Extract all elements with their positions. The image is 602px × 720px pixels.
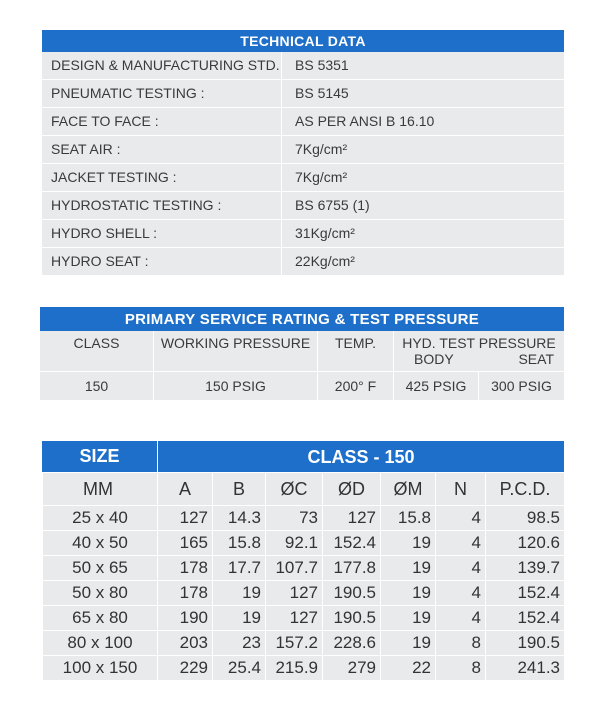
- technical-key: JACKET TESTING :: [42, 164, 282, 191]
- technical-key: HYDRO SEAT :: [42, 248, 282, 275]
- technical-row: [42, 136, 564, 164]
- technical-row: [42, 220, 564, 248]
- table-row: [43, 606, 565, 631]
- column-header-m: ØM: [381, 473, 436, 506]
- working-pressure-value: 150 PSIG: [154, 372, 318, 400]
- seat-value: 300 PSIG: [491, 378, 552, 394]
- dimension-grid: [42, 472, 565, 681]
- service-rating-value-row: [40, 372, 564, 400]
- dimension-cell-c: 127: [266, 606, 323, 631]
- column-header-pcd: P.C.D.: [486, 473, 565, 506]
- dimension-cell-c: 107.7: [266, 556, 323, 581]
- dimension-cell-pcd: 98.5: [486, 506, 565, 531]
- hydro-test-pressure-label: HYD. TEST PRESSURE: [402, 335, 556, 351]
- dimension-cell-n: 4: [436, 556, 486, 581]
- dimension-cell-b: 17.7: [213, 556, 266, 581]
- dimension-cell-m: 19: [381, 556, 436, 581]
- technical-value: 7Kg/cm²: [295, 141, 348, 157]
- dimension-cell-m: 19: [381, 631, 436, 656]
- technical-data-title: TECHNICAL DATA: [42, 30, 564, 52]
- technical-row: [42, 108, 564, 136]
- column-header-b: B: [213, 473, 266, 506]
- dimension-cell-b: 19: [213, 581, 266, 606]
- dimension-cell-b: 14.3: [213, 506, 266, 531]
- technical-value: BS 6755 (1): [295, 197, 370, 213]
- technical-key: PNEUMATIC TESTING :: [42, 80, 282, 107]
- dimension-cell-n: 8: [436, 656, 486, 681]
- dimension-cell-d: 228.6: [323, 631, 381, 656]
- technical-value: 22Kg/cm²: [295, 253, 355, 269]
- technical-key: HYDROSTATIC TESTING :: [42, 192, 282, 219]
- class-header: CLASS: [40, 331, 154, 371]
- technical-value: BS 5145: [295, 85, 349, 101]
- dimension-cell-m: 15.8: [381, 506, 436, 531]
- technical-value: 31Kg/cm²: [295, 225, 355, 241]
- dimension-cell-pcd: 120.6: [486, 531, 565, 556]
- technical-data-table: [42, 30, 564, 276]
- service-rating-title: PRIMARY SERVICE RATING & TEST PRESSURE: [40, 307, 564, 331]
- hydro-test-header: [394, 331, 564, 371]
- dimension-cell-c: 157.2: [266, 631, 323, 656]
- dimension-cell-m: 22: [381, 656, 436, 681]
- body-header: BODY: [414, 351, 454, 367]
- temp-header: TEMP.: [318, 331, 394, 371]
- column-header-d: ØD: [323, 473, 381, 506]
- dimension-cell-a: 178: [158, 556, 213, 581]
- dimension-table-header: [42, 441, 564, 472]
- size-cell: 100 x 150: [43, 656, 158, 681]
- table-row: [43, 506, 565, 531]
- service-rating-header-row: [40, 331, 564, 371]
- dimension-cell-n: 4: [436, 531, 486, 556]
- technical-key: HYDRO SHELL :: [42, 220, 282, 247]
- technical-key: SEAT AIR :: [42, 136, 282, 163]
- table-row: [43, 556, 565, 581]
- dimension-cell-c: 92.1: [266, 531, 323, 556]
- technical-row: [42, 164, 564, 192]
- dimension-cell-n: 8: [436, 631, 486, 656]
- column-header-n: N: [436, 473, 486, 506]
- technical-row: [42, 192, 564, 220]
- technical-value: 7Kg/cm²: [295, 169, 348, 185]
- table-row: [43, 581, 565, 606]
- size-cell: 40 x 50: [43, 531, 158, 556]
- column-header-mm: MM: [43, 473, 158, 506]
- size-cell: 25 x 40: [43, 506, 158, 531]
- dimension-cell-a: 229: [158, 656, 213, 681]
- dimension-cell-d: 190.5: [323, 606, 381, 631]
- service-rating-table: [40, 307, 564, 400]
- technical-row: [42, 52, 564, 80]
- technical-row: [42, 248, 564, 276]
- dimension-cell-pcd: 139.7: [486, 556, 565, 581]
- technical-value: AS PER ANSI B 16.10: [295, 113, 435, 129]
- technical-key: DESIGN & MANUFACTURING STD.: [42, 52, 282, 79]
- dimension-cell-d: 152.4: [323, 531, 381, 556]
- dimension-cell-d: 190.5: [323, 581, 381, 606]
- working-pressure-header: WORKING PRESSURE: [154, 331, 318, 371]
- dimension-cell-n: 4: [436, 581, 486, 606]
- size-cell: 80 x 100: [43, 631, 158, 656]
- size-cell: 65 x 80: [43, 606, 158, 631]
- body-value: 425 PSIG: [394, 372, 479, 400]
- dimension-cell-pcd: 241.3: [486, 656, 565, 681]
- dimension-cell-m: 19: [381, 531, 436, 556]
- dimension-grid-body: [43, 473, 565, 681]
- dimension-cell-c: 127: [266, 581, 323, 606]
- dimension-cell-pcd: 152.4: [486, 581, 565, 606]
- dimension-cell-b: 15.8: [213, 531, 266, 556]
- size-label: SIZE: [42, 441, 158, 472]
- dimension-cell-m: 19: [381, 581, 436, 606]
- dimension-cell-a: 203: [158, 631, 213, 656]
- dimension-cell-d: 127: [323, 506, 381, 531]
- table-row: [43, 531, 565, 556]
- dimension-cell-a: 190: [158, 606, 213, 631]
- dimension-cell-c: 215.9: [266, 656, 323, 681]
- technical-row: [42, 80, 564, 108]
- dimension-cell-pcd: 152.4: [486, 606, 565, 631]
- dimension-cell-pcd: 190.5: [486, 631, 565, 656]
- dimension-cell-c: 73: [266, 506, 323, 531]
- table-row: [43, 631, 565, 656]
- class-value: 150: [40, 372, 154, 400]
- dimension-cell-n: 4: [436, 606, 486, 631]
- dimension-cell-b: 25.4: [213, 656, 266, 681]
- seat-header: SEAT: [518, 351, 554, 367]
- column-header-a: A: [158, 473, 213, 506]
- dimension-cell-b: 19: [213, 606, 266, 631]
- class-label: CLASS - 150: [307, 447, 415, 467]
- dimension-cell-n: 4: [436, 506, 486, 531]
- technical-value: BS 5351: [295, 57, 349, 73]
- dimension-cell-d: 279: [323, 656, 381, 681]
- column-header-c: ØC: [266, 473, 323, 506]
- dimension-cell-b: 23: [213, 631, 266, 656]
- table-row: [43, 656, 565, 681]
- dimension-cell-a: 178: [158, 581, 213, 606]
- dimension-table: [42, 441, 564, 681]
- technical-key: FACE TO FACE :: [42, 108, 282, 135]
- dimension-cell-d: 177.8: [323, 556, 381, 581]
- dimension-cell-m: 19: [381, 606, 436, 631]
- column-header-row: [43, 473, 565, 506]
- dimension-cell-a: 165: [158, 531, 213, 556]
- temp-value: 200° F: [318, 372, 394, 400]
- size-cell: 50 x 80: [43, 581, 158, 606]
- dimension-cell-a: 127: [158, 506, 213, 531]
- size-cell: 50 x 65: [43, 556, 158, 581]
